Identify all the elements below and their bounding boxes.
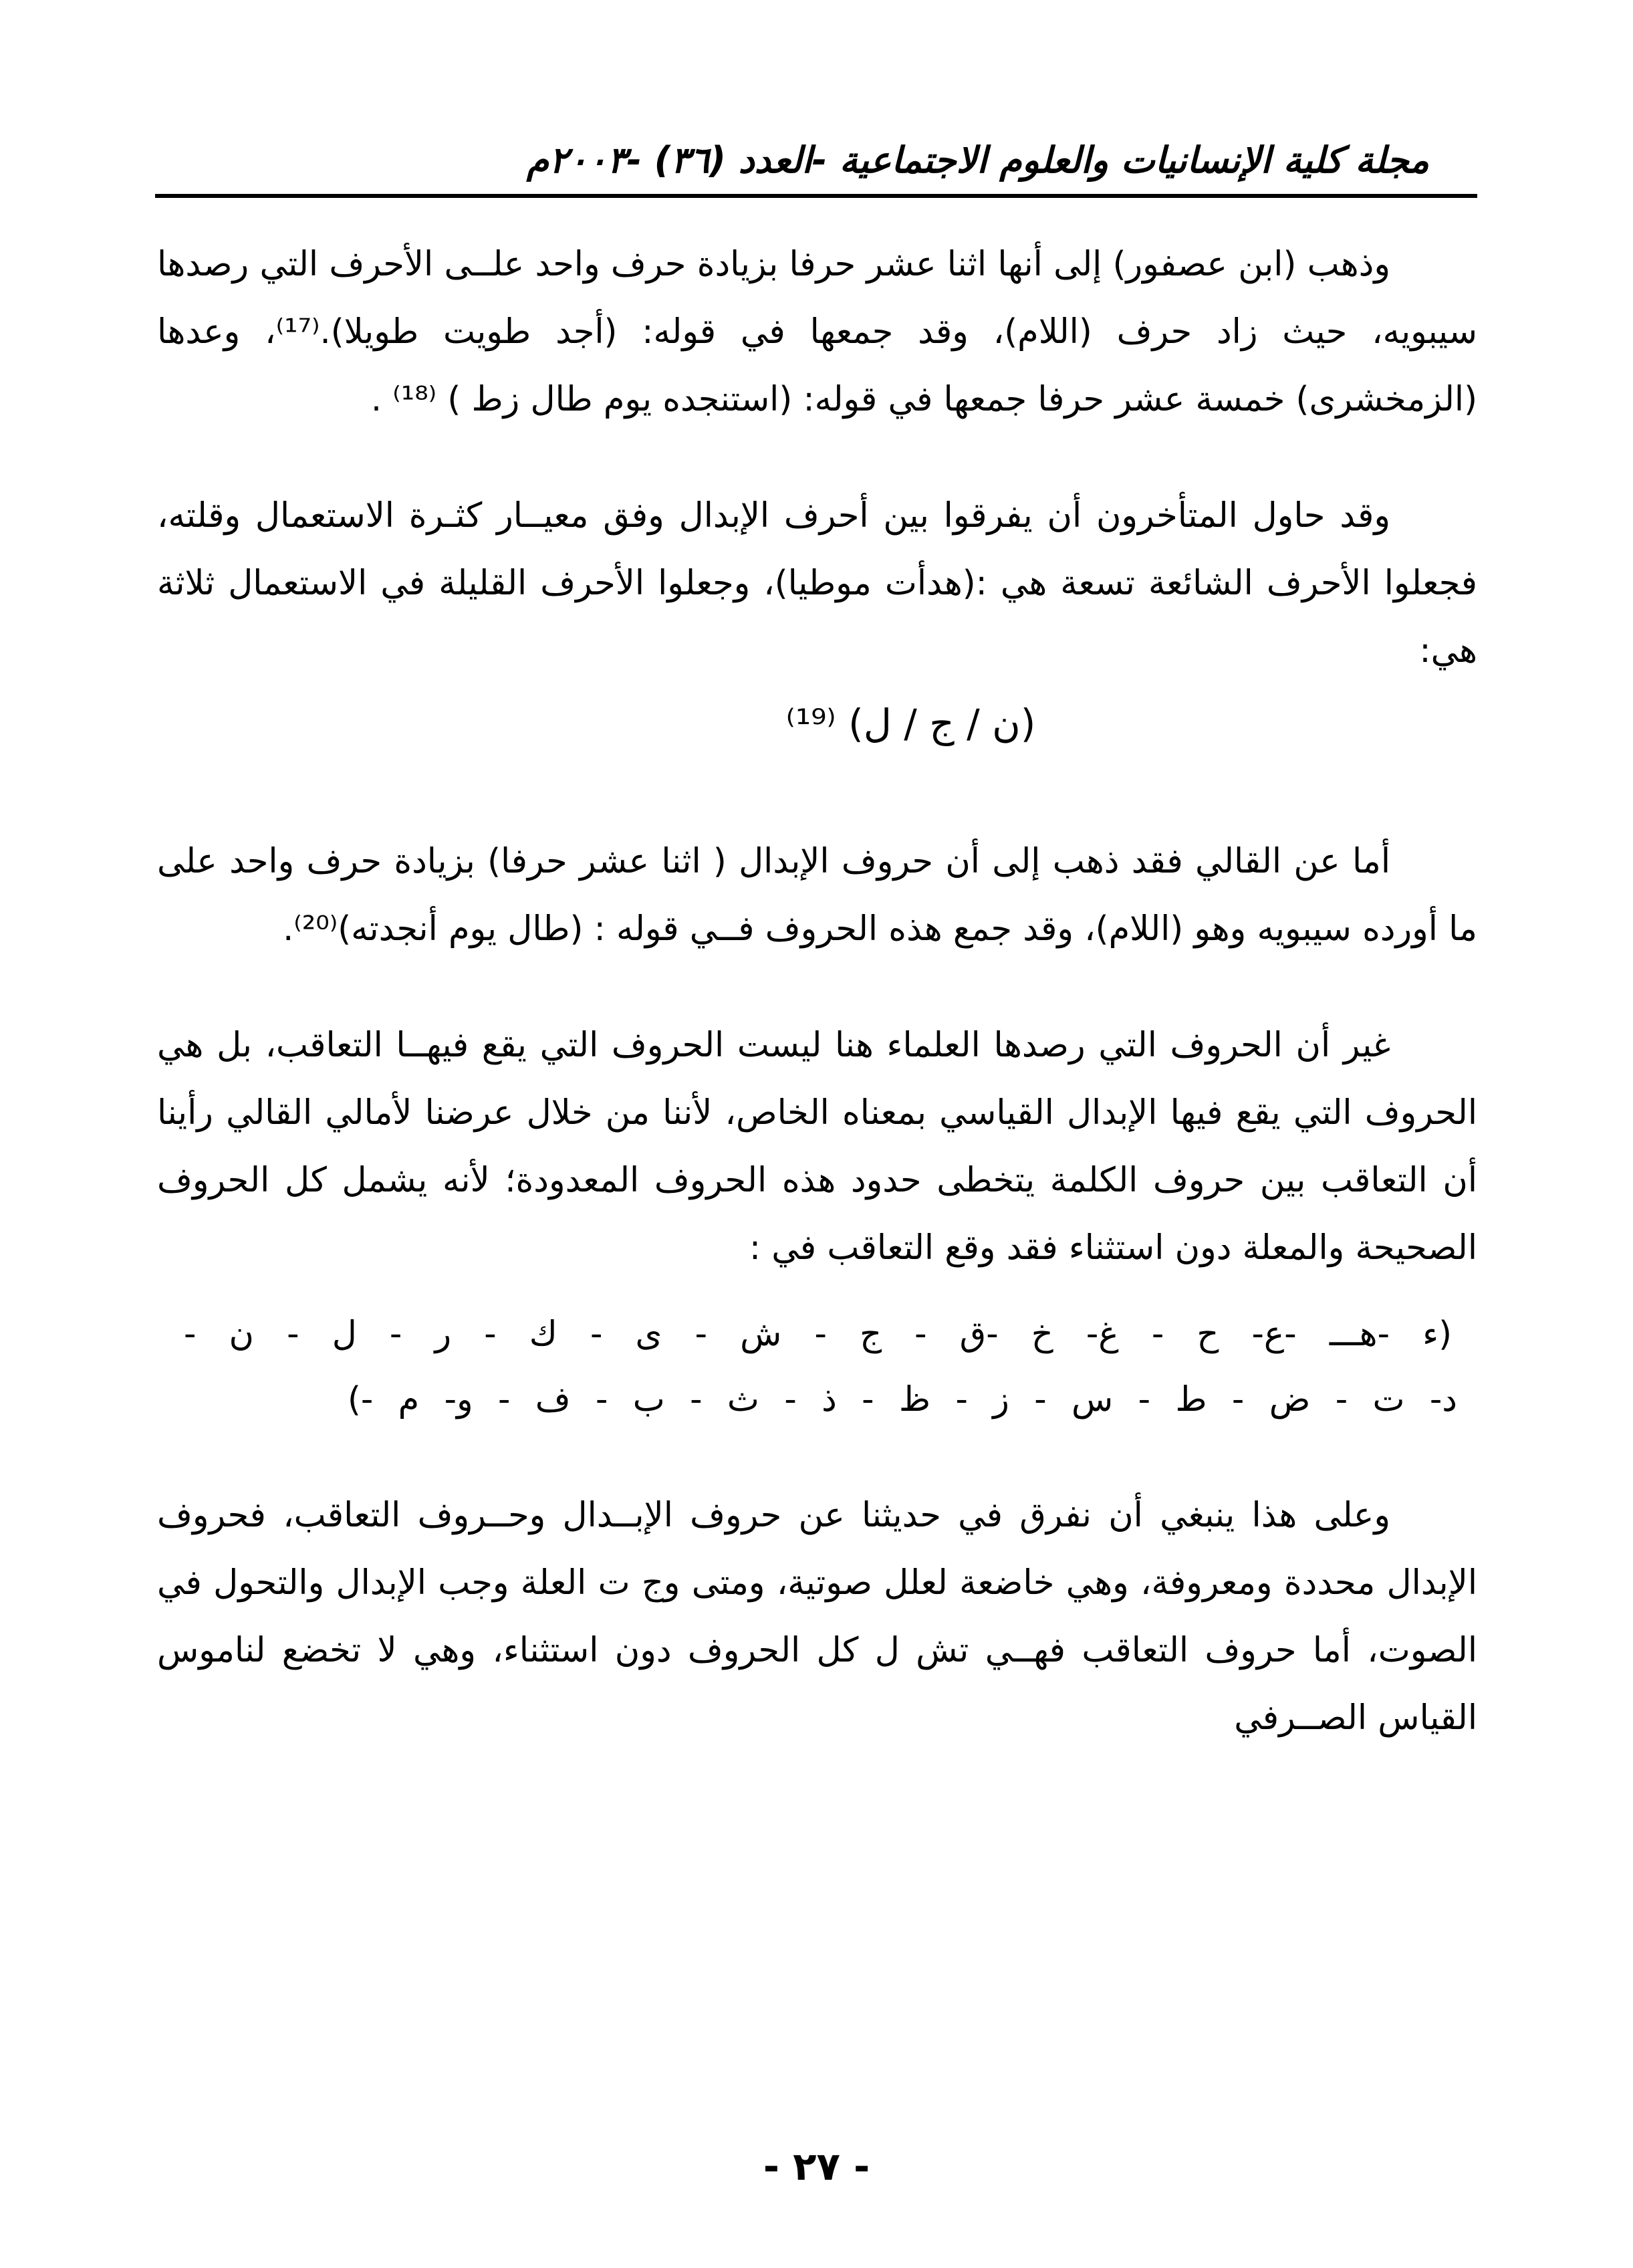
letter-list xyxy=(157,1302,1477,1433)
header-rule xyxy=(155,194,1477,198)
page-number: - ٢٧ - xyxy=(763,2144,870,2189)
paragraph-5: وعلى هذا ينبغي أن نفرق في حديثنا عن حروف الإبــدال وحــروف التعاقب، فحروف الإبدال محددة ومعروفة، وهي خاضعة لعلل صوتية، ومتى وج ت العلة وجب الإبدال والتحول في الصوت، أما حروف التعاقب فهــي تش ل كل الحروف دون استثناء، وهي لا تخضع لناموس القياس الصــرفي xyxy=(157,1496,1477,1738)
letter-formula: (ن / ج / ل) ⁽¹⁹⁾ xyxy=(785,701,1036,746)
paragraph-3: أما عن القالي فقد ذهب إلى أن حروف الإبدال ( اثنا عشر حرفا) بزيادة حرف واحد على ما أورده سيبويه وهو (اللام)، وقد جمع هذه الحروف فــي قوله : (طال يوم أنجدته)⁽²⁰⁾. xyxy=(157,842,1477,949)
paragraph-4: غير أن الحروف التي رصدها العلماء هنا ليست الحروف التي يقع فيهــا التعاقب، بل هي الحروف التي يقع فيها الإبدال القياسي بمعناه الخاص، لأننا من خلال عرضنا لأمالي القالي رأينا أن التعاقب بين حروف الكلمة يتخطى حدود هذه الحروف المعدودة؛ لأنه يشمل كل الحروف الصحيحة والمعلة دون استثناء فقد وقع التعاقب في : xyxy=(157,1026,1477,1268)
letter-list-line-1: (ء -هـــ -ع- ح - غ- خ -ق - ج - ش - ى - ك - ر - ل - ن - xyxy=(184,1315,1452,1354)
body-text xyxy=(157,231,1477,1801)
paragraph-1: وذهب (ابن عصفور) إلى أنها اثنا عشر حرفا بزيادة حرف واحد علــى الأحرف التي رصدها سيبويه، حيث زاد حرف (اللام)، وقد جمعها في قوله: (أجد طويت طويلا).⁽¹⁷⁾، وعدها (الزمخشرى) خمسة عشر حرفا جمعها في قوله: (استنجده يوم طال زط ) ⁽¹⁸⁾ . xyxy=(157,245,1477,419)
running-header: مجلة كلية الإنسانيات والعلوم الاجتماعية -العدد (٣٦) -٢٠٠٣م xyxy=(526,139,1429,181)
paragraph-2: وقد حاول المتأخرون أن يفرقوا بين أحرف الإبدال وفق معيــار كثـرة الاستعمال وقلته، فجعلوا الأحرف الشائعة تسعة هي :(هدأت موطيا)، وجعلوا الأحرف القليلة في الاستعمال ثلاثة هي: xyxy=(157,496,1477,671)
letter-list-line-2: د- ت - ض - ط - س - ز - ظ - ذ - ث - ب - ف - و- م -) xyxy=(348,1380,1457,1420)
